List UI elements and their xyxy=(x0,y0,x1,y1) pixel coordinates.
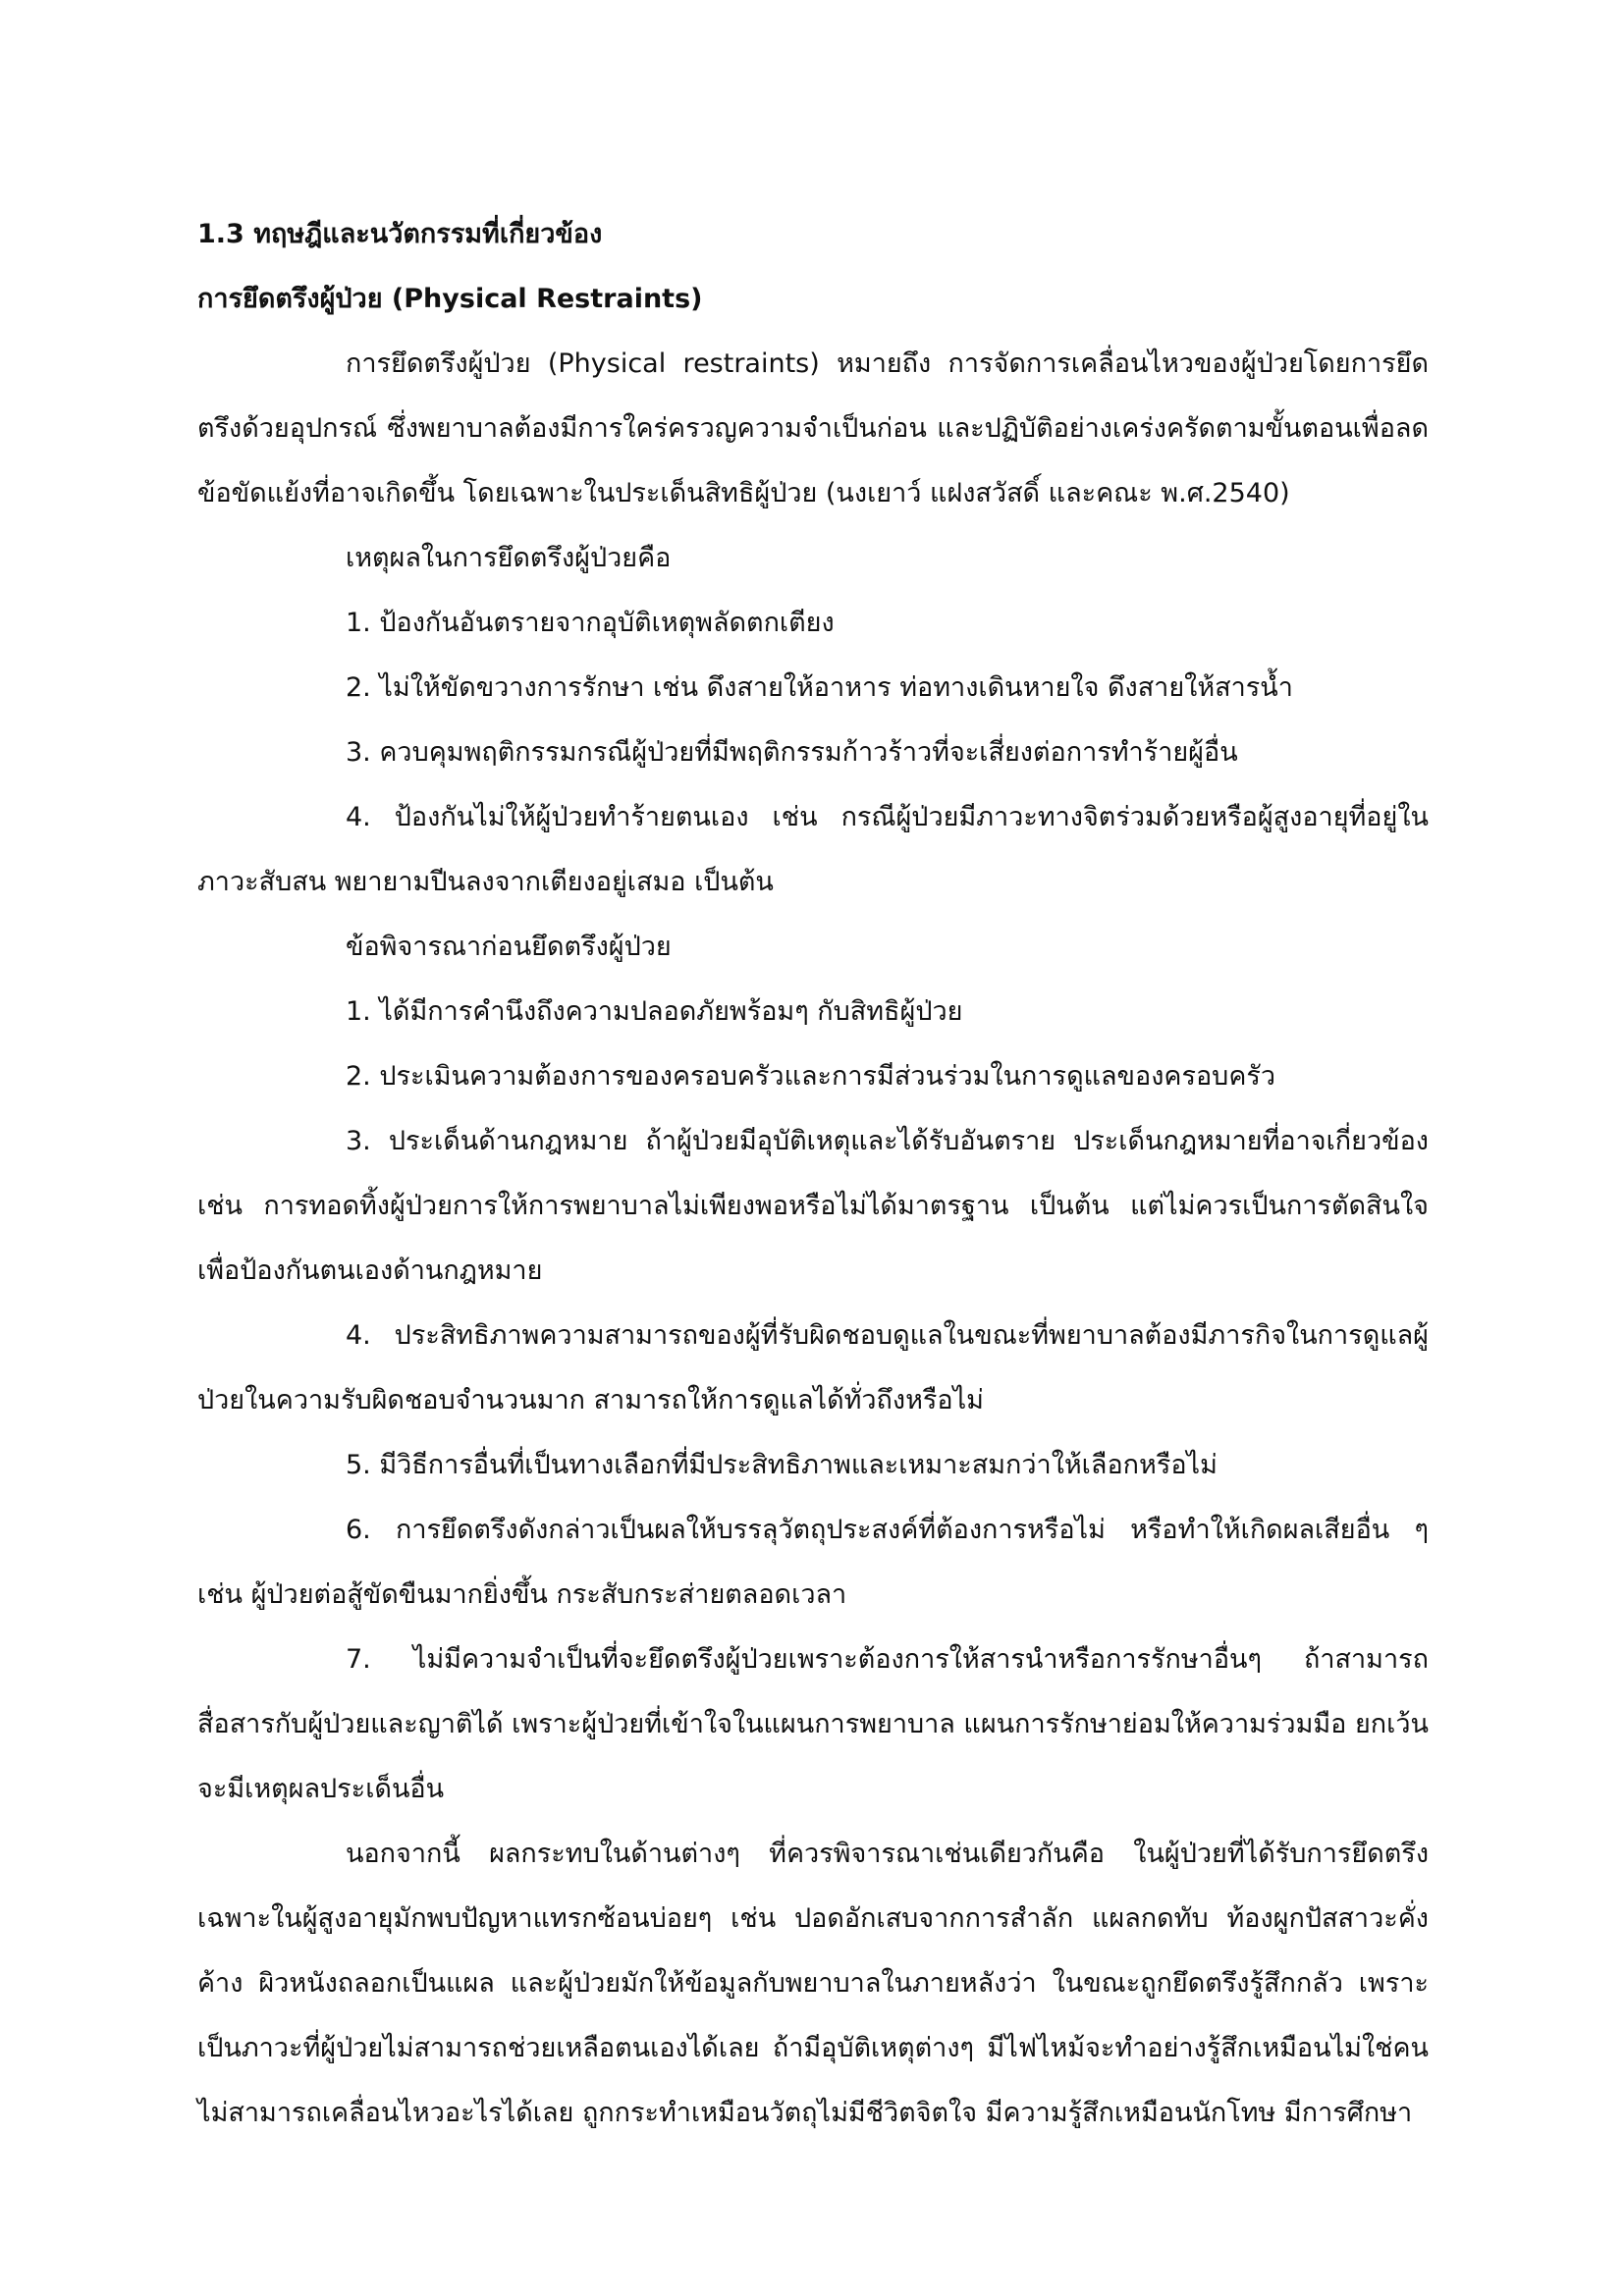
reason-item: 1. ป้องกันอันตรายจากอุบัติเหตุพลัดตกเตียง xyxy=(346,608,835,638)
consideration-item: 5. มีวิธีการอื่นที่เป็นทางเลือกที่มีประสิทธิภาพและเหมาะสมกว่าให้เลือกหรือไม่ xyxy=(346,1450,1218,1480)
consideration-item: 6. การยึดตรึงดังกล่าวเป็นผลให้บรรลุวัตถุประสงค์ที่ต้องการหรือไม่ หรือทำให้เกิดผลเสียอื่น ๆ เช่น ผู้ป่วยต่อสู้ขัดขืนมากยิ่งขึ้น กระสับกระส่ายตลอดเวลา xyxy=(197,1515,1429,1610)
document-body xyxy=(197,202,1429,2146)
definition-paragraph: การยึดตรึงผู้ป่วย (Physical restraints) หมายถึง การจัดการเคลื่อนไหวของผู้ป่วยโดยการยึดตรึงด้วยอุปกรณ์ ซึ่งพยาบาลต้องมีการใคร่ครวญความจำเป็นก่อน และปฏิบัติอย่างเคร่งครัดตามขั้นตอนเพื่อลดข้อขัดแย้งที่อาจเกิดขึ้น โดยเฉพาะในประเด็นสิทธิผู้ป่วย (นงเยาว์ แฝงสวัสดิ์ และคณะ พ.ศ.2540) xyxy=(197,348,1429,508)
consideration-item: 2. ประเมินความต้องการของครอบครัวและการมีส่วนร่วมในการดูแลของครอบครัว xyxy=(346,1061,1276,1092)
considerations-heading: ข้อพิจารณาก่อนยึดตรึงผู้ป่วย xyxy=(346,932,672,962)
reason-item: 3. ควบคุมพฤติกรรมกรณีผู้ป่วยที่มีพฤติกรรมก้าวร้าวที่จะเสี่ยงต่อการทำร้ายผู้อื่น xyxy=(346,737,1238,768)
consideration-item: 1. ได้มีการคำนึงถึงความปลอดภัยพร้อมๆ กับสิทธิผู้ป่วย xyxy=(346,996,963,1027)
consideration-item: 3. ประเด็นด้านกฎหมาย ถ้าผู้ป่วยมีอุบัติเหตุและได้รับอันตราย ประเด็นกฎหมายที่อาจเกี่ยวข้อง เช่น การทอดทิ้งผู้ป่วยการให้การพยาบาลไม่เพียงพอหรือไม่ได้มาตรฐาน เป็นต้น แต่ไม่ควรเป็นการตัดสินใจเพื่อป้องกันตนเองด้านกฎหมาย xyxy=(197,1126,1429,1286)
consideration-item: 7. ไม่มีความจำเป็นที่จะยึดตรึงผู้ป่วยเพราะต้องการให้สารนำหรือการรักษาอื่นๆ ถ้าสามารถสื่อสารกับผู้ป่วยและญาติได้ เพราะผู้ป่วยที่เข้าใจในแผนการพยาบาล แผนการรักษาย่อมให้ความร่วมมือ ยกเว้นจะมีเหตุผลประเด็นอื่น xyxy=(197,1644,1429,1804)
impacts-paragraph: นอกจากนี้ ผลกระทบในด้านต่างๆ ที่ควรพิจารณาเช่นเดียวกันคือ ในผู้ป่วยที่ได้รับการยึดตรึงเฉพาะในผู้สูงอายุมักพบปัญหาแทรกซ้อนบ่อยๆ เช่น ปอดอักเสบจากการสำลัก แผลกดทับ ท้องผูกปัสสาวะคั่งค้าง ผิวหนังถลอกเป็นแผล และผู้ป่วยมักให้ข้อมูลกับพยาบาลในภายหลังว่า ในขณะถูกยึดตรึงรู้สึกกลัว เพราะเป็นภาวะที่ผู้ป่วยไม่สามารถช่วยเหลือตนเองได้เลย ถ้ามีอุบัติเหตุต่างๆ มีไฟไหม้จะทำอย่างรู้สึกเหมือนไม่ใช่คนไม่สามารถเคลื่อนไหวอะไรได้เลย ถูกกระทำเหมือนวัตถุไม่มีชีวิตจิตใจ มีความรู้สึกเหมือนนักโทษ มีการศึกษา xyxy=(197,1839,1429,2128)
section-title: 1.3 ทฤษฎีและนวัตกรรมที่เกี่ยวข้อง xyxy=(197,219,603,249)
subsection-title: การยึดตรึงผู้ป่วย (Physical Restraints) xyxy=(197,284,703,314)
consideration-item: 4. ประสิทธิภาพความสามารถของผู้ที่รับผิดชอบดูแลในขณะที่พยาบาลต้องมีภารกิจในการดูแลผู้ป่วยในความรับผิดชอบจำนวนมาก สามารถให้การดูแลได้ทั่วถึงหรือไม่ xyxy=(197,1320,1429,1415)
reasons-heading: เหตุผลในการยึดตรึงผู้ป่วยคือ xyxy=(346,543,672,573)
reason-item: 2. ไม่ให้ขัดขวางการรักษา เช่น ดึงสายให้อาหาร ท่อทางเดินหายใจ ดึงสายให้สารน้ำ xyxy=(346,672,1293,703)
reason-item: 4. ป้องกันไม่ให้ผู้ป่วยทำร้ายตนเอง เช่น กรณีผู้ป่วยมีภาวะทางจิตร่วมด้วยหรือผู้สูงอายุที่อยู่ในภาวะสับสน พยายามปีนลงจากเตียงอยู่เสมอ เป็นต้น xyxy=(197,802,1429,897)
